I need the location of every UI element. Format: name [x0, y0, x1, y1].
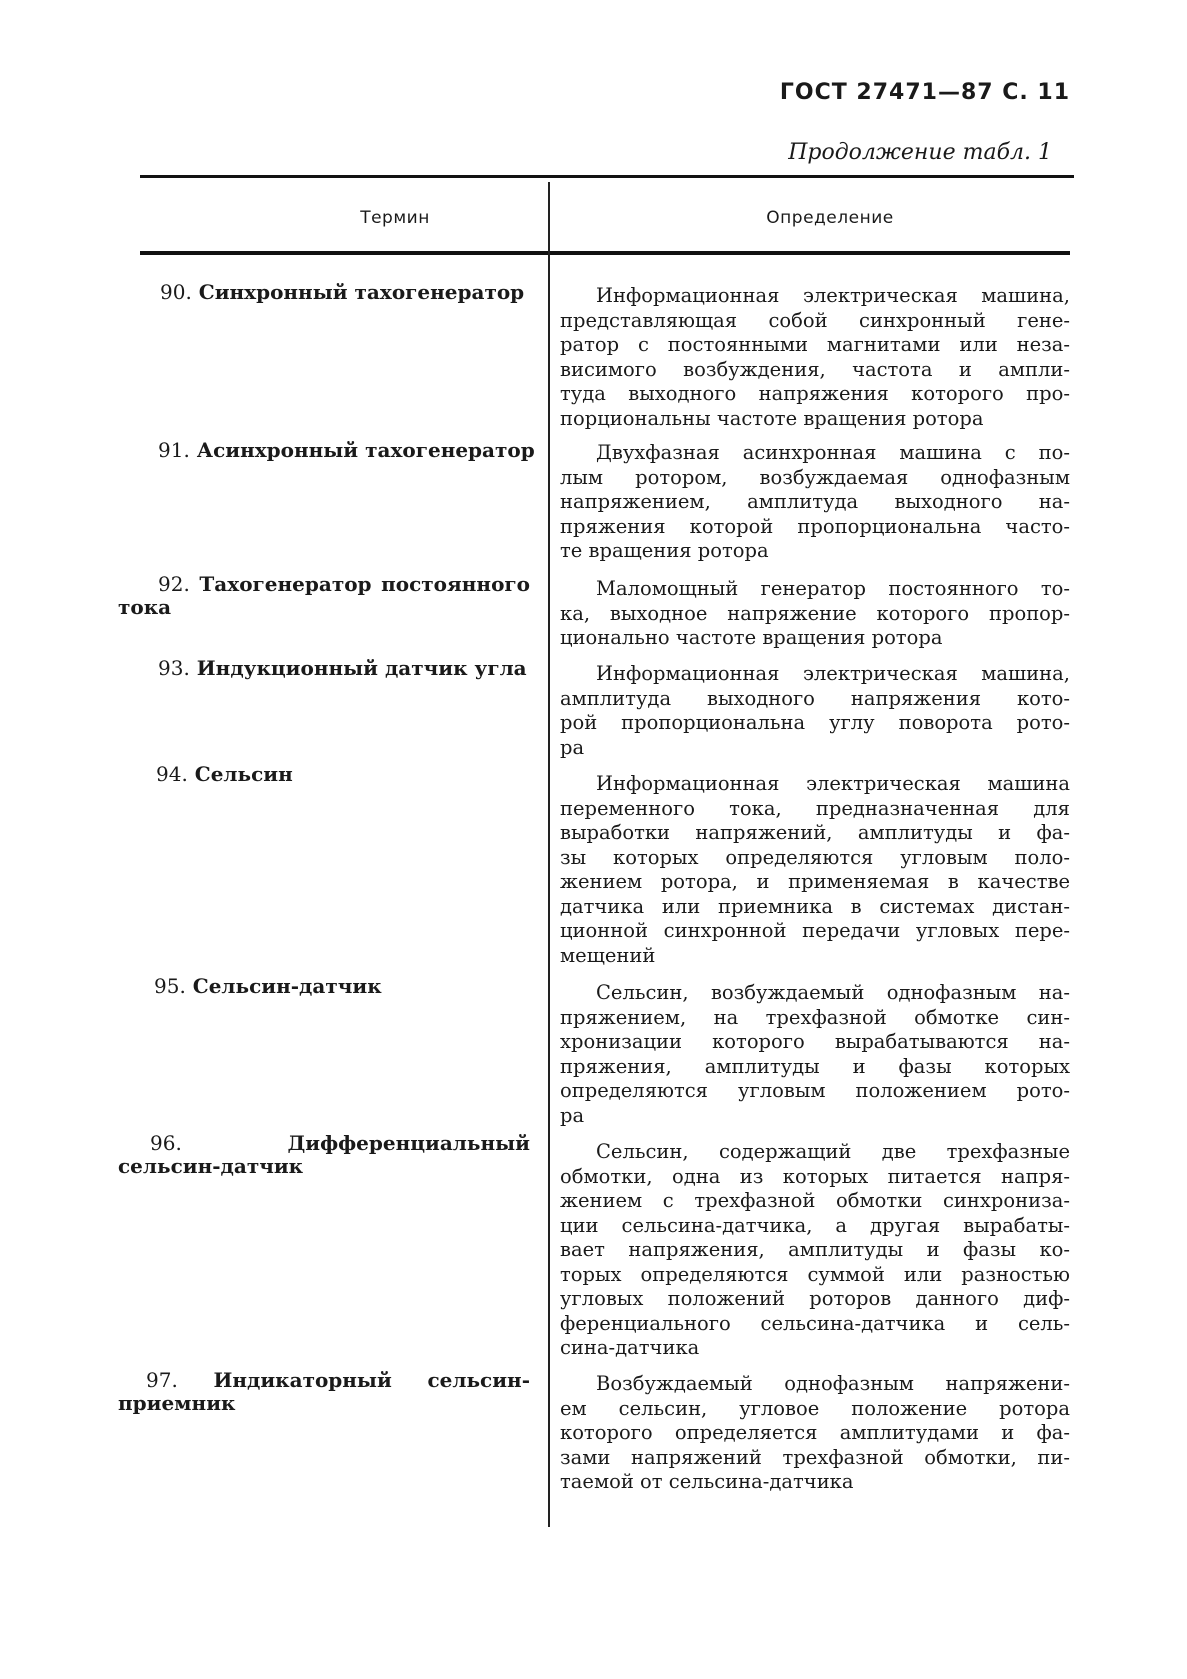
definition-line: Возбуждаемый однофазным напряжени- — [596, 1372, 1070, 1395]
definition-line: лым ротором, возбуждаемая однофазным — [560, 465, 1070, 489]
definition-line: напряжением, амплитуда выходного на- — [560, 490, 1070, 513]
definition-90 — [560, 284, 1070, 431]
definition-92 — [560, 577, 1070, 651]
term-91 — [118, 439, 570, 462]
definition-line: ционной синхронной передачи угловых пере- — [560, 919, 1070, 942]
definition-line: ционально частоте вращения ротора — [560, 626, 943, 649]
column-header-definition: Определение — [766, 208, 894, 228]
definition-line: торых определяются суммой или разностью — [560, 1262, 1070, 1286]
definition-91 — [560, 441, 1070, 564]
table-continuation-label: Продолжение табл. 1 — [788, 140, 1052, 165]
term-92 — [118, 573, 530, 619]
definition-line: хронизации которого вырабатываются на- — [560, 1030, 1070, 1053]
definition-line: ции сельсина-датчика, а другая вырабаты- — [560, 1213, 1070, 1237]
term-text: Сельсин — [194, 762, 293, 786]
definition-line: Сельсин, возбуждаемый однофазным на- — [596, 981, 1070, 1004]
term-number: 94. — [156, 762, 188, 786]
term-text: Индукционный датчик угла — [196, 656, 527, 680]
definition-line: жением с трехфазной обмотки синхрониза- — [560, 1189, 1070, 1212]
definition-line: которого определяется амплитудами и фа- — [560, 1421, 1070, 1444]
definition-line: ем сельсин, угловое положение ротора — [560, 1396, 1070, 1420]
definition-line: мещений — [560, 943, 656, 967]
term-number: 95. — [154, 974, 186, 998]
term-text: Индикаторный сельсин-приемник — [118, 1368, 530, 1415]
term-text: Тахогенератор постоянного тока — [118, 572, 531, 619]
term-90 — [118, 281, 572, 304]
term-text: Сельсин-датчик — [192, 974, 382, 998]
term-94 — [118, 763, 568, 786]
definition-96 — [560, 1140, 1070, 1361]
term-95 — [118, 975, 566, 998]
definition-line: жением ротора, и применяемая в качестве — [560, 870, 1070, 893]
definition-line: висимого возбуждения, частота и ампли- — [560, 357, 1070, 381]
column-divider — [548, 182, 550, 1527]
definition-line: Маломощный генератор постоянного то- — [596, 577, 1070, 600]
definition-line: таемой от сельсина-датчика — [560, 1470, 854, 1493]
definition-line: обмотки, одна из которых питается напря- — [560, 1164, 1070, 1188]
definition-line: Информационная электрическая машина, — [596, 662, 1070, 685]
term-number: 90. — [160, 280, 192, 304]
definition-line: переменного тока, предназначенная для — [560, 796, 1070, 820]
definition-line: Двухфазная асинхронная машина с по- — [596, 441, 1070, 464]
definition-line: те вращения ротора — [560, 539, 769, 562]
definition-97 — [560, 1372, 1070, 1495]
term-text: Дифференциальный сельсин-датчик — [118, 1131, 530, 1178]
definition-line: определяются угловым положением рото- — [560, 1079, 1070, 1102]
term-number: 93. — [158, 656, 190, 680]
definition-line: ра — [560, 735, 585, 759]
definition-line: пряжением, на трехфазной обмотке син- — [560, 1005, 1070, 1029]
page-header: ГОСТ 27471—87 С. 11 — [779, 80, 1070, 105]
definition-93 — [560, 662, 1070, 760]
term-text: Асинхронный тахогенератор — [196, 438, 535, 462]
definition-line: ра — [560, 1103, 585, 1127]
term-93 — [118, 657, 570, 680]
term-number: 97. — [146, 1368, 178, 1392]
term-96 — [118, 1132, 530, 1178]
definition-line: Информационная электрическая машина, — [596, 284, 1070, 307]
definition-line: Сельсин, содержащий две трехфазные — [596, 1140, 1070, 1163]
definition-line: Информационная электрическая машина — [596, 772, 1070, 795]
term-number: 96. — [150, 1131, 182, 1155]
definition-line: представляющая собой синхронный гене- — [560, 308, 1070, 332]
term-number: 91. — [158, 438, 190, 462]
definition-line: пряжения, амплитуды и фазы которых — [560, 1054, 1070, 1078]
column-header-term: Термин — [360, 208, 430, 228]
definition-line: вает напряжения, амплитуды и фазы ко- — [560, 1238, 1070, 1261]
definition-line: пряжения которой пропорциональна часто- — [560, 514, 1070, 538]
definition-line: датчика или приемника в системах дистан- — [560, 894, 1070, 918]
definition-line: зы которых определяются угловым поло- — [560, 845, 1070, 869]
definition-line: угловых положений роторов данного диф- — [560, 1287, 1070, 1310]
term-text: Синхронный тахогенератор — [198, 280, 525, 304]
term-number: 92. — [158, 572, 190, 596]
definition-94 — [560, 772, 1070, 968]
definition-line: ка, выходное напряжение которого пропор- — [560, 601, 1070, 625]
definition-line: порциональны частоте вращения ротора — [560, 406, 984, 430]
definition-line: выработки напряжений, амплитуды и фа- — [560, 821, 1070, 844]
definition-95 — [560, 981, 1070, 1128]
definition-line: рой пропорциональна углу поворота рото- — [560, 711, 1070, 734]
term-97 — [118, 1369, 530, 1415]
definition-line: ференциального сельсина-датчика и сель- — [560, 1311, 1070, 1335]
table-header-rule — [140, 251, 1070, 255]
definition-line: амплитуда выходного напряжения кото- — [560, 686, 1070, 710]
definition-line: туда выходного напряжения которого про- — [560, 382, 1070, 405]
table-top-rule — [140, 175, 1074, 178]
definition-line: ратор с постоянными магнитами или неза- — [560, 333, 1070, 356]
definition-line: сина-датчика — [560, 1336, 700, 1359]
definition-line: зами напряжений трехфазной обмотки, пи- — [560, 1445, 1070, 1469]
